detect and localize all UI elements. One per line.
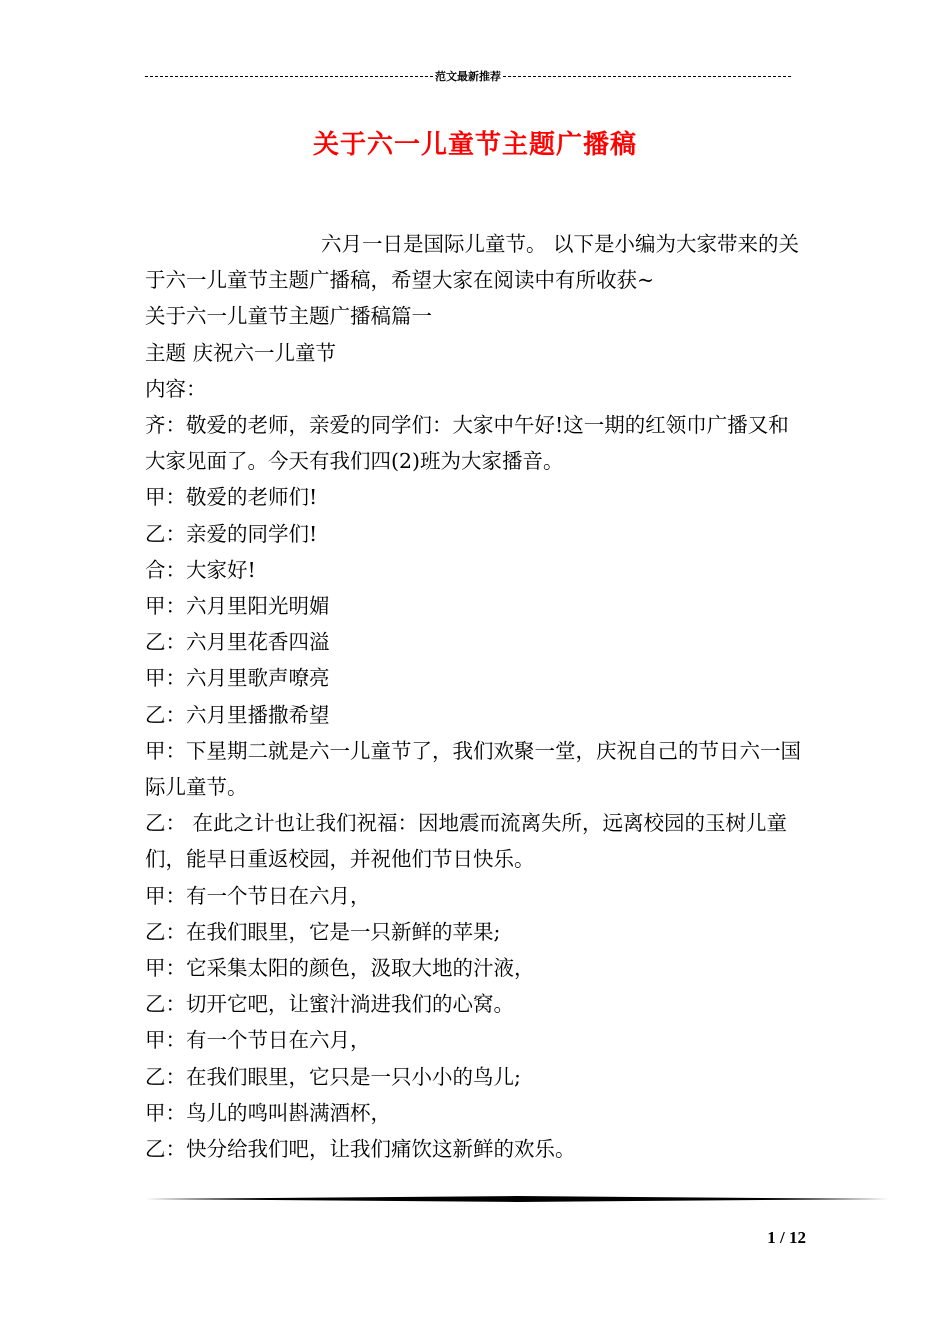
dialogue-line: 齐：敬爱的老师，亲爱的同学们：大家中午好!这一期的红领巾广播又和大家见面了。今天有我们四(2)班为大家播音。 — [145, 413, 789, 474]
dialogue-line: 乙：亲爱的同学们! — [145, 521, 318, 546]
dialogue-line: 乙：切开它吧，让蜜汁淌进我们的心窝。 — [145, 992, 514, 1017]
header-label: 范文最新推荐 — [435, 70, 501, 83]
page-number: 1 / 12 — [767, 1228, 806, 1247]
section-heading: 关于六一儿童节主题广播稿篇一 — [145, 304, 432, 329]
dialogue-line: 甲：六月里阳光明媚 — [145, 594, 330, 619]
dialogue-line: 合：大家好! — [145, 557, 256, 582]
dialogue-line: 乙：在我们眼里，它只是一只小小的鸟儿; — [145, 1064, 521, 1089]
theme-line: 主题 庆祝六一儿童节 — [145, 340, 337, 365]
intro-paragraph: 六月一日是国际儿童节。 以下是小编为大家带来的关于六一儿童节主题广播稿，希望大家在阅读中有所收获~ — [145, 232, 800, 293]
dialogue-line: 乙：六月里播撒希望 — [145, 702, 330, 727]
header-dashes-right — [503, 76, 791, 77]
content-label: 内容： — [145, 376, 207, 401]
dialogue-line: 乙：六月里花香四溢 — [145, 630, 330, 655]
document-title: 关于六一儿童节主题广播稿 — [312, 130, 637, 160]
footer-divider — [145, 1196, 889, 1202]
dialogue-line: 乙： 在此之计也让我们祝福：因地震而流离失所，远离校园的玉树儿童们，能早日重返校园，并祝他们节日快乐。 — [145, 811, 788, 872]
dialogue-line: 乙：快分给我们吧，让我们痛饮这新鲜的欢乐。 — [145, 1137, 576, 1162]
dialogue-line: 甲：有一个节日在六月， — [145, 1028, 371, 1053]
dialogue-line: 甲：有一个节日在六月， — [145, 883, 371, 908]
dialogue-line: 甲：六月里歌声嘹亮 — [145, 666, 330, 691]
header-dashes-left — [145, 76, 433, 77]
document-body — [145, 226, 809, 1167]
page-header — [145, 66, 791, 86]
dialogue-line: 甲：它采集太阳的颜色，汲取大地的汁液， — [145, 956, 535, 981]
dialogue-line: 甲：下星期二就是六一儿童节了，我们欢聚一堂，庆祝自己的节日六一国际儿童节。 — [145, 738, 801, 800]
dialogue-line: 乙：在我们眼里，它是一只新鲜的苹果; — [145, 919, 501, 944]
dialogue-line: 甲：敬爱的老师们! — [145, 485, 318, 510]
dialogue-line: 甲：鸟儿的鸣叫斟满酒杯， — [145, 1100, 391, 1125]
